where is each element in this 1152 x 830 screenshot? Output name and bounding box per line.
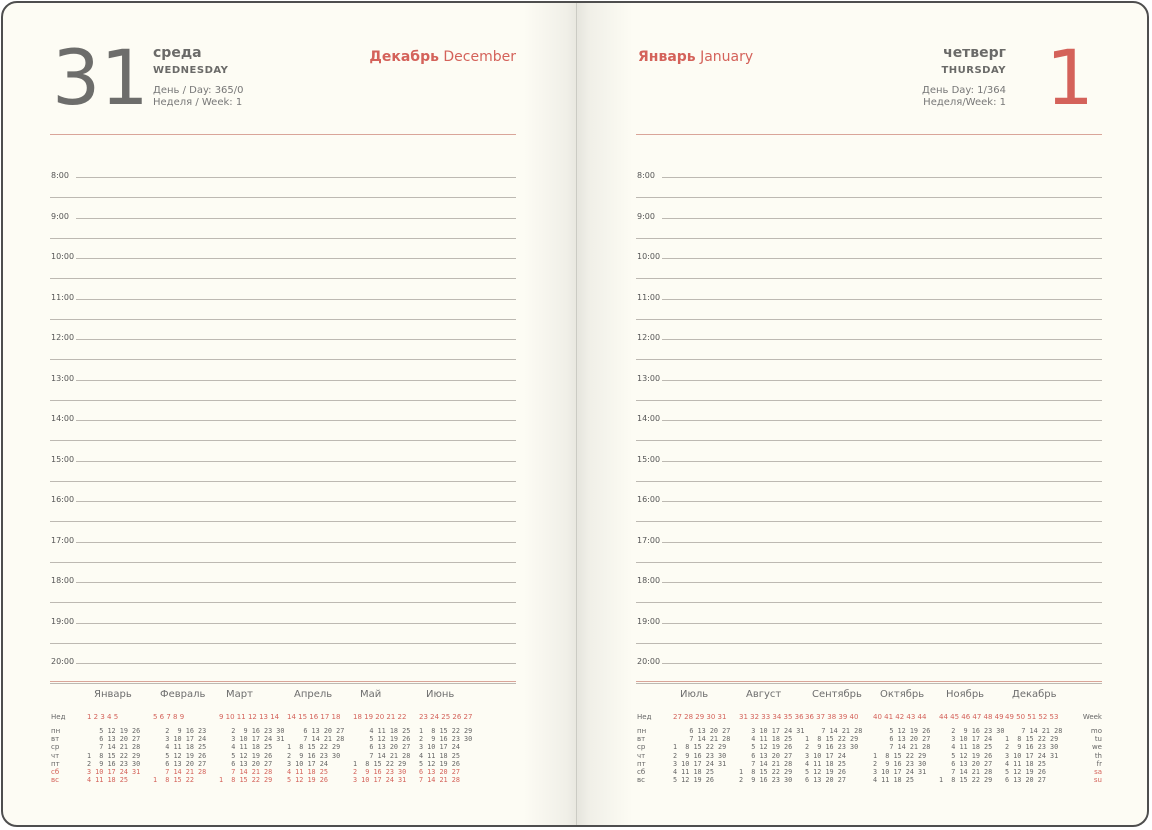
hour-slot[interactable] [636,609,1102,650]
hour-slot[interactable] [636,163,1102,204]
calendar-week-row: 2 9 16 23 30 [419,735,473,744]
hour-slot[interactable] [50,649,516,690]
left-week-info: Неделя / Week: 1 [153,97,243,108]
half-hour-line [50,278,516,279]
calendar-week-row: 3 10 17 24 31 [673,759,727,768]
calendar-week-row: 3 10 17 24 [153,735,207,744]
calendar-week-row: 6 13 20 27 [219,759,285,768]
hour-label: 18:00 [51,576,75,585]
week-numbers: 49 50 51 52 53 [1005,713,1059,721]
half-hour-line [636,562,1102,563]
planner-spread [1,1,1149,827]
half-hour-line [50,602,516,603]
hour-slot[interactable] [50,366,516,407]
month-name: Январь [94,689,132,700]
half-hour-line [50,197,516,198]
calendar-week-row: 4 11 18 25 [287,768,341,777]
month-name: Ноябрь [946,689,985,700]
half-hour-line [636,440,1102,441]
half-hour-line [636,319,1102,320]
calendar-week-row: 2 9 16 23 30 [873,759,927,768]
half-hour-line [50,319,516,320]
weekday-label: пн [51,727,61,735]
calendar-week-row: 2 9 16 23 30 [287,751,341,760]
week-numbers: 9 10 11 12 13 14 [219,713,280,721]
calendar-week-row: 6 13 20 27 [739,751,805,760]
hour-line [662,339,1102,340]
hour-label: 11:00 [637,292,661,302]
left-month-en: December [443,49,516,65]
half-hour-line [636,481,1102,482]
hour-line [662,258,1102,259]
hour-label: 10:00 [637,252,661,261]
half-hour-line [50,521,516,522]
half-hour-line [50,359,516,360]
hour-line [76,258,516,259]
hour-slot[interactable] [636,649,1102,690]
hour-line [662,663,1102,664]
left-hour-slots [50,163,516,690]
month-grid [219,727,284,784]
hour-line [76,420,516,421]
calendar-week-row: 6 13 20 27 [353,743,411,752]
calendar-week-row: 4 11 18 25 [673,768,727,777]
month-name: Март [226,689,253,700]
half-hour-line [636,521,1102,522]
hour-label: 12:00 [637,333,661,342]
left-month-ru: Декабрь [369,49,439,65]
book-spine [576,3,577,825]
hour-line [76,623,516,624]
right-day-info: День Day: 1/364 [922,85,1006,96]
month-name: Сентябрь [812,689,862,700]
hour-label: 15:00 [637,454,661,464]
weekday-label: ср [637,743,646,752]
month-grid [805,727,862,784]
right-day-number: 1 [1045,33,1094,122]
calendar-week-row: 6 13 20 27 [287,727,345,735]
hour-slot[interactable] [50,244,516,285]
left-mini-calendar [50,691,516,801]
hour-label: 20:00 [637,657,661,666]
hour-slot[interactable] [50,487,516,528]
calendar-week-row: 4 11 18 25 [153,743,207,752]
calendar-week-row: 1 8 15 22 29 [419,727,473,735]
calendar-week-row: 3 10 17 24 [805,751,859,760]
weekday-label-en: th [1094,751,1102,760]
hour-label: 19:00 [51,616,75,626]
hour-line [662,501,1102,502]
month-grid [419,727,472,784]
calendar-week-row: 1 8 15 22 29 [873,751,927,760]
month-name: Август [746,689,782,700]
calendar-week-row: 5 12 19 26 [805,768,859,777]
hour-line [662,461,1102,462]
calendar-week-row: 3 10 17 24 31 [87,768,141,777]
half-hour-line [50,683,516,684]
weekday-label: пн [637,727,647,735]
calendar-week-row: 4 11 18 25 [739,735,805,744]
week-numbers: 40 41 42 43 44 [873,713,927,721]
hour-line [662,542,1102,543]
calendar-week-row: 7 14 21 28 [939,768,1005,777]
hour-line [76,299,516,300]
week-label: Нед [51,713,66,721]
week-numbers: 27 28 29 30 31 [673,713,727,721]
weekday-label: вт [51,735,60,744]
hour-label: 9:00 [51,211,69,221]
calendar-week-row: 4 11 18 25 [1005,759,1059,768]
hour-line [76,218,516,219]
half-hour-line [636,400,1102,401]
month-grid [939,727,1004,784]
calendar-week-row: 7 14 21 28 [219,768,285,777]
calendar-week-row: 5 12 19 26 [219,751,285,760]
calendar-week-row: 7 14 21 28 [673,735,731,744]
hour-label: 20:00 [51,657,75,666]
calendar-week-row: 2 9 16 23 [153,727,207,735]
week-numbers: 18 19 20 21 22 [353,713,407,721]
calendar-week-row: 2 9 16 23 30 [939,727,1005,735]
weekday-label: пт [637,759,646,768]
hour-label: 9:00 [637,211,655,221]
month-grid [673,727,730,784]
hour-slot[interactable] [636,325,1102,366]
calendar-week-row: 1 8 15 22 29 [287,743,341,752]
weekday-label: чт [51,751,60,760]
month-grid [353,727,410,784]
right-weekday-en: THURSDAY [941,65,1006,76]
calendar-week-row: 7 14 21 28 [353,751,411,760]
half-hour-line [636,197,1102,198]
calendar-week-row: 4 11 18 25 [419,751,473,760]
weekday-label: сб [51,767,60,776]
half-hour-line [50,562,516,563]
hour-line [76,542,516,543]
calendar-week-row: 5 12 19 26 [353,735,411,744]
hour-slot[interactable] [636,204,1102,245]
calendar-week-row: 3 10 17 24 [287,759,341,768]
calendar-week-row: 6 13 20 27 [805,776,859,785]
weekday-label: вт [637,735,646,744]
weekday-labels-ru [637,727,646,784]
weekday-label: сб [637,767,646,776]
calendar-week-row: 1 8 15 22 29 [353,759,407,768]
week-numbers: 36 37 38 39 40 [805,713,859,721]
right-page [636,3,1102,825]
calendar-week-row: 3 10 17 24 31 [219,735,285,744]
left-day-info: День / Day: 365/0 [153,85,244,96]
hour-slot[interactable] [636,528,1102,569]
half-hour-line [636,683,1102,684]
left-footer-rule [50,681,516,682]
hour-slot[interactable] [636,447,1102,488]
hour-slot[interactable] [50,204,516,245]
weekday-label: вс [637,776,645,785]
week-numbers: 5 6 7 8 9 [153,713,185,721]
hour-label: 10:00 [51,252,75,261]
calendar-week-row: 1 8 15 22 29 [1005,735,1059,744]
hour-label: 8:00 [637,171,655,180]
calendar-week-row: 6 13 20 27 [419,768,473,777]
right-month-en: January [700,49,754,65]
week-numbers: 31 32 33 34 35 36 [739,713,804,721]
right-footer-rule [636,681,1102,682]
calendar-week-row: 5 12 19 26 [287,776,341,785]
calendar-week-row: 6 13 20 27 [153,759,207,768]
weekday-label-en: fr [1096,759,1102,768]
calendar-week-row: 7 14 21 28 [873,743,931,752]
hour-slot[interactable] [50,609,516,650]
weekday-labels-ru [51,727,60,784]
hour-label: 17:00 [51,535,75,545]
month-grid [287,727,344,784]
half-hour-line [636,278,1102,279]
calendar-week-row: 2 9 16 23 30 [87,759,141,768]
left-day-number: 31 [52,33,149,122]
hour-label: 16:00 [637,495,661,504]
calendar-week-row: 3 10 17 24 31 [873,768,927,777]
hour-line [76,177,516,178]
calendar-week-row: 6 13 20 27 [673,727,731,735]
half-hour-line [636,602,1102,603]
half-hour-line [50,481,516,482]
hour-slot[interactable] [636,244,1102,285]
left-weekday-ru: среда [153,45,202,61]
calendar-week-row: 3 10 17 24 [419,743,473,752]
hour-slot[interactable] [50,528,516,569]
calendar-week-row: 2 9 16 23 30 [673,751,727,760]
hour-label: 18:00 [637,576,661,585]
calendar-week-row: 1 8 15 22 29 [739,768,805,777]
hour-slot[interactable] [50,285,516,326]
calendar-week-row: 1 8 15 22 29 [219,776,285,785]
hour-label: 13:00 [637,373,661,383]
calendar-week-row: 2 9 16 23 30 [1005,743,1059,752]
calendar-week-row: 5 12 19 26 [739,743,805,752]
weekday-label-en: tu [1094,735,1102,744]
hour-line [662,420,1102,421]
calendar-week-row: 4 11 18 25 [805,759,859,768]
half-hour-line [636,359,1102,360]
left-page [50,3,516,825]
weekday-label-en: su [1093,776,1102,785]
hour-slot[interactable] [50,163,516,204]
weekday-label: вс [51,776,59,785]
hour-slot[interactable] [636,285,1102,326]
hour-line [662,299,1102,300]
calendar-week-row: 7 14 21 28 [287,735,345,744]
month-grid [1005,727,1062,784]
calendar-week-row: 1 8 15 22 29 [87,751,141,760]
weekday-label: пт [51,759,60,768]
calendar-week-row: 2 9 16 23 30 [739,776,805,785]
calendar-week-row: 4 11 18 25 [87,776,141,785]
right-header-rule [636,134,1102,135]
weekday-labels-en [1091,727,1102,784]
month-grid [153,727,206,784]
calendar-week-row: 4 11 18 25 [939,743,1005,752]
hour-slot[interactable] [50,568,516,609]
month-name: Апрель [294,689,333,700]
hour-label: 14:00 [637,414,661,423]
left-header-rule [50,134,516,135]
hour-line [662,218,1102,219]
right-mini-calendar [636,691,1102,801]
month-name: Февраль [160,689,206,700]
calendar-week-row: 6 13 20 27 [873,735,931,744]
month-name: Май [360,689,382,700]
hour-slot[interactable] [636,487,1102,528]
calendar-week-row: 6 13 20 27 [939,759,1005,768]
week-numbers: 44 45 46 47 48 49 [939,713,1004,721]
half-hour-line [50,400,516,401]
calendar-week-row: 4 11 18 25 [353,727,411,735]
calendar-week-row: 5 12 19 26 [1005,768,1059,777]
hour-line [76,663,516,664]
half-hour-line [636,238,1102,239]
calendar-week-row: 6 13 20 27 [1005,776,1059,785]
hour-label: 15:00 [51,454,75,464]
hour-slot[interactable] [50,447,516,488]
calendar-week-row: 5 12 19 26 [939,751,1005,760]
hour-slot[interactable] [50,325,516,366]
hour-line [76,380,516,381]
hour-label: 8:00 [51,171,69,180]
hour-slot[interactable] [50,406,516,447]
calendar-week-row: 7 14 21 28 [805,727,863,735]
hour-line [76,501,516,502]
week-label: Нед [637,713,652,721]
hour-label: 11:00 [51,292,75,302]
right-month-ru: Январь [638,49,696,65]
hour-label: 14:00 [51,414,75,423]
calendar-week-row: 3 10 17 24 31 [353,776,407,785]
hour-label: 12:00 [51,333,75,342]
calendar-week-row: 4 11 18 25 [873,776,927,785]
week-numbers: 1 2 3 4 5 [87,713,119,721]
hour-line [662,177,1102,178]
calendar-week-row: 4 11 18 25 [219,743,285,752]
hour-line [76,339,516,340]
hour-label: 17:00 [637,535,661,545]
weekday-label: ср [51,743,60,752]
calendar-week-row: 3 10 17 24 [939,735,1005,744]
calendar-week-row: 7 14 21 28 [739,759,805,768]
left-month-title [369,49,516,65]
hour-line [662,380,1102,381]
right-week-info: Неделя/Week: 1 [923,97,1006,108]
calendar-week-row: 5 12 19 26 [87,727,141,735]
left-weekday-en: WEDNESDAY [153,65,229,76]
half-hour-line [50,440,516,441]
month-name: Октябрь [880,689,925,700]
month-name: Декабрь [1012,689,1057,700]
right-weekday-ru: четверг [943,45,1006,61]
hour-label: 13:00 [51,373,75,383]
right-month-title [638,49,753,65]
hour-line [76,461,516,462]
week-numbers: 14 15 16 17 18 [287,713,341,721]
calendar-week-row: 6 13 20 27 [87,735,141,744]
hour-slot[interactable] [636,406,1102,447]
half-hour-line [50,238,516,239]
calendar-week-row: 7 14 21 28 [1005,727,1063,735]
weekday-label-en: mo [1090,727,1102,735]
calendar-week-row: 7 14 21 28 [419,776,473,785]
hour-line [76,582,516,583]
hour-label: 16:00 [51,495,75,504]
week-numbers: 23 24 25 26 27 [419,713,473,721]
weekday-label-en: sa [1094,767,1102,776]
month-grid [739,727,804,784]
book-gutter [523,3,633,825]
calendar-week-row: 3 10 17 24 31 [739,727,805,735]
calendar-week-row: 5 12 19 26 [673,776,727,785]
calendar-week-row: 1 8 15 22 29 [805,735,859,744]
right-hour-slots [636,163,1102,690]
calendar-week-row: 3 10 17 24 31 [1005,751,1059,760]
week-label-en: Week [1082,713,1102,721]
calendar-week-row: 5 12 19 26 [153,751,207,760]
half-hour-line [636,643,1102,644]
calendar-week-row: 5 12 19 26 [873,727,931,735]
month-name: Июль [680,689,709,700]
month-grid [873,727,930,784]
hour-label: 19:00 [637,616,661,626]
calendar-week-row: 2 9 16 23 30 [805,743,859,752]
weekday-label: чт [637,751,646,760]
calendar-week-row: 2 9 16 23 30 [353,768,407,777]
month-grid [87,727,140,784]
calendar-week-row: 1 8 15 22 29 [673,743,727,752]
hour-line [662,623,1102,624]
calendar-week-row: 7 14 21 28 [87,743,141,752]
calendar-week-row: 2 9 16 23 30 [219,727,285,735]
calendar-week-row: 5 12 19 26 [419,759,473,768]
calendar-week-row: 7 14 21 28 [153,768,207,777]
hour-slot[interactable] [636,568,1102,609]
calendar-week-row: 1 8 15 22 [153,776,207,785]
half-hour-line [50,643,516,644]
calendar-week-row: 1 8 15 22 29 [939,776,1005,785]
hour-slot[interactable] [636,366,1102,407]
month-name: Июнь [426,689,455,700]
weekday-label-en: we [1091,743,1102,752]
hour-line [662,582,1102,583]
